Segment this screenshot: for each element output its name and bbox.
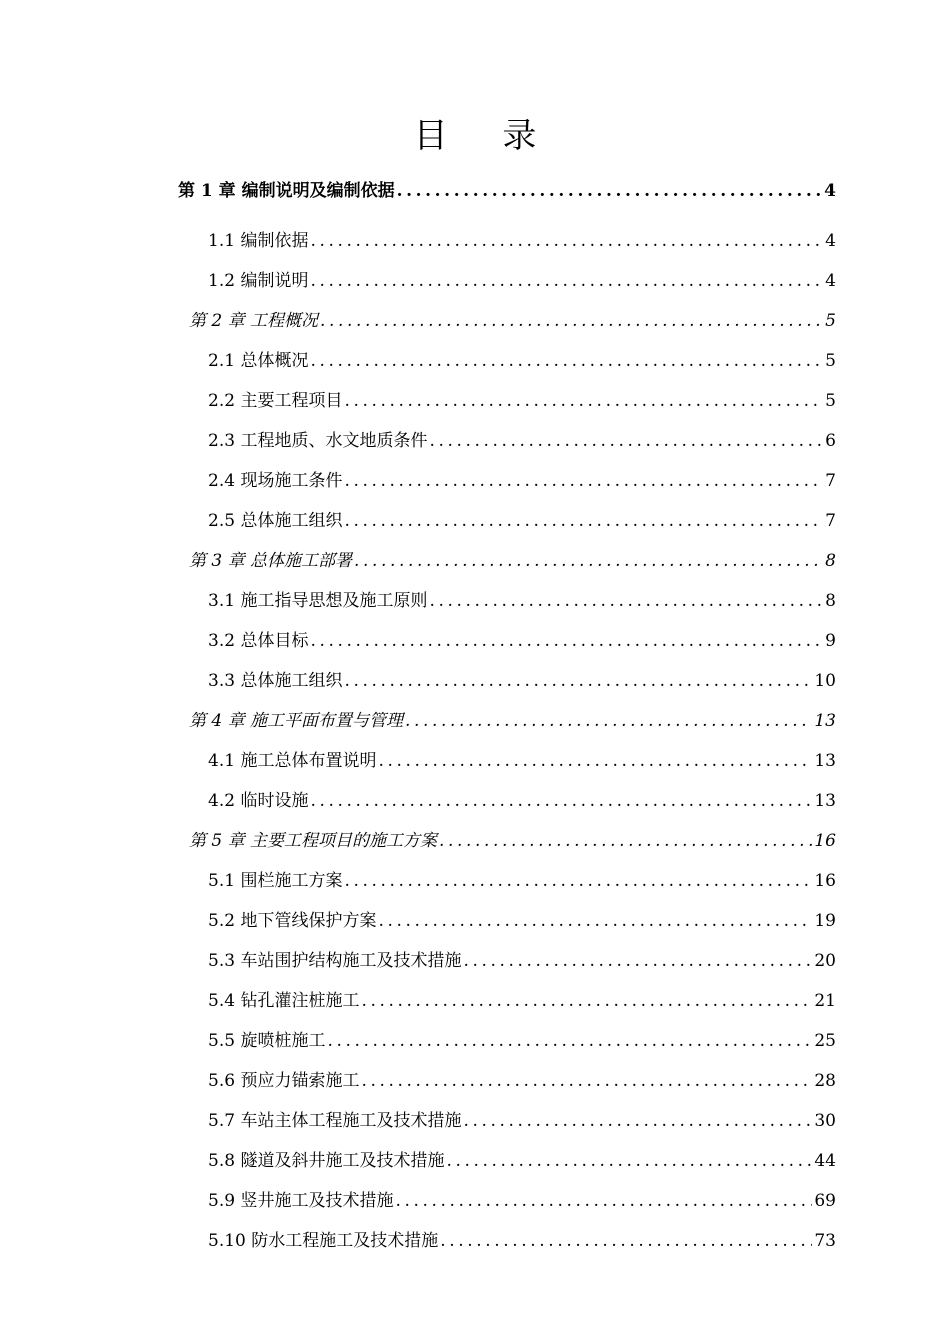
toc-entry-chapter-4[interactable]	[189, 706, 836, 730]
toc-entry-section[interactable]	[208, 466, 836, 490]
dot-leader	[378, 911, 812, 931]
toc-page-number: 16	[814, 871, 836, 891]
toc-entry-label: 3.3 总体施工组织	[208, 671, 343, 691]
toc-entry-label: 2.4 现场施工条件	[208, 471, 343, 491]
toc-page-number: 73	[814, 1231, 836, 1251]
toc-entry-label: 2.2 主要工程项目	[208, 391, 343, 411]
toc-page-number: 5	[825, 311, 836, 331]
toc-entry-section[interactable]	[208, 666, 836, 690]
toc-entry-section[interactable]	[208, 1186, 836, 1210]
toc-entry-section[interactable]	[208, 386, 836, 410]
dot-leader	[310, 271, 823, 291]
toc-page-number: 19	[814, 911, 836, 931]
dot-leader	[361, 1071, 812, 1091]
dot-leader	[310, 791, 812, 811]
toc-entry-label: 3.1 施工指导思想及施工原则	[208, 591, 428, 611]
toc-entry-label: 5.7 车站主体工程施工及技术措施	[208, 1111, 462, 1131]
toc-page-number: 8	[825, 551, 836, 571]
dot-leader	[310, 631, 823, 651]
dot-leader	[439, 831, 812, 851]
toc-entry-label: 2.5 总体施工组织	[208, 511, 343, 531]
dot-leader	[354, 551, 823, 571]
toc-entry-label: 1.2 编制说明	[208, 271, 309, 291]
toc-entry-chapter-3[interactable]	[189, 546, 836, 570]
toc-entry-label: 4.1 施工总体布置说明	[208, 751, 377, 771]
toc-page-number: 9	[825, 631, 836, 651]
toc-page-number: 28	[814, 1071, 836, 1091]
dot-leader	[344, 471, 823, 491]
toc-entry-section[interactable]	[208, 946, 836, 970]
toc-page-number: 13	[814, 791, 836, 811]
dot-leader	[446, 1151, 812, 1171]
toc-entry-label: 5.5 旋喷桩施工	[208, 1031, 326, 1051]
toc-page-number: 7	[825, 471, 836, 491]
toc-entry-section[interactable]	[208, 866, 836, 890]
toc-entry-section[interactable]	[208, 506, 836, 530]
toc-page-number: 13	[814, 751, 836, 771]
toc-entry-label: 第 2 章 工程概况	[189, 311, 319, 331]
toc-entry-section[interactable]	[208, 626, 836, 650]
toc-entry-section[interactable]	[208, 1146, 836, 1170]
dot-leader	[344, 511, 823, 531]
toc-entry-section[interactable]	[208, 986, 836, 1010]
toc-entry-section[interactable]	[208, 1026, 836, 1050]
toc-page-number: 30	[814, 1111, 836, 1131]
dot-leader	[320, 311, 823, 331]
toc-page-number: 5	[825, 391, 836, 411]
toc-entry-label: 第 1 章 编制说明及编制依据	[178, 181, 395, 201]
toc-page-number: 25	[814, 1031, 836, 1051]
toc-page-number: 10	[814, 671, 836, 691]
toc-entry-section[interactable]	[208, 586, 836, 610]
dot-leader	[463, 1111, 812, 1131]
toc-page-number: 7	[825, 511, 836, 531]
page-title: 目 录	[413, 116, 559, 156]
dot-leader	[361, 991, 812, 1011]
toc-entry-label: 5.4 钻孔灌注桩施工	[208, 991, 360, 1011]
toc-entry-section[interactable]	[208, 786, 836, 810]
dot-leader	[327, 1031, 812, 1051]
dot-leader	[429, 591, 823, 611]
toc-entry-section[interactable]	[208, 906, 836, 930]
toc-entry-chapter-5[interactable]	[189, 826, 836, 850]
toc-entry-section[interactable]	[208, 746, 836, 770]
dot-leader	[310, 231, 823, 251]
dot-leader	[463, 951, 812, 971]
dot-leader	[344, 671, 812, 691]
toc-page-number: 13	[814, 711, 836, 731]
toc-entry-section[interactable]	[208, 346, 836, 370]
toc-page-number: 4	[825, 271, 836, 291]
dot-leader	[344, 871, 812, 891]
toc-entry-label: 5.6 预应力锚索施工	[208, 1071, 360, 1091]
toc-page-number: 20	[814, 951, 836, 971]
toc-entry-label: 5.3 车站围护结构施工及技术措施	[208, 951, 462, 971]
toc-entry-label: 3.2 总体目标	[208, 631, 309, 651]
dot-leader	[310, 351, 823, 371]
toc-page-number: 4	[824, 181, 836, 201]
dot-leader	[395, 1191, 812, 1211]
toc-entry-section[interactable]	[208, 266, 836, 290]
toc-entry-section[interactable]	[208, 1226, 836, 1250]
toc-page-number: 4	[825, 231, 836, 251]
dot-leader	[405, 711, 812, 731]
toc-entry-chapter-1[interactable]	[178, 176, 836, 200]
toc-entry-label: 5.9 竖井施工及技术措施	[208, 1191, 394, 1211]
toc-page-number: 8	[825, 591, 836, 611]
toc-entry-label: 4.2 临时设施	[208, 791, 309, 811]
toc-entry-label: 5.1 围栏施工方案	[208, 871, 343, 891]
toc-page-number: 44	[814, 1151, 836, 1171]
toc-entry-label: 2.1 总体概况	[208, 351, 309, 371]
toc-entry-label: 5.10 防水工程施工及技术措施	[208, 1231, 439, 1251]
dot-leader	[397, 181, 823, 201]
toc-entry-label: 1.1 编制依据	[208, 231, 309, 251]
toc-entry-section[interactable]	[208, 1106, 836, 1130]
dot-leader	[429, 431, 823, 451]
dot-leader	[344, 391, 823, 411]
toc-page-number: 5	[825, 351, 836, 371]
toc-page-number: 6	[825, 431, 836, 451]
toc-page-number: 21	[814, 991, 836, 1011]
toc-entry-section[interactable]	[208, 426, 836, 450]
toc-entry-chapter-2[interactable]	[189, 306, 836, 330]
dot-leader	[440, 1231, 812, 1251]
toc-entry-section[interactable]	[208, 1066, 836, 1090]
toc-entry-label: 5.8 隧道及斜井施工及技术措施	[208, 1151, 445, 1171]
toc-entry-label: 第 4 章 施工平面布置与管理	[189, 711, 404, 731]
toc-page-number: 69	[814, 1191, 836, 1211]
toc-entry-label: 第 3 章 总体施工部署	[189, 551, 353, 571]
toc-entry-label: 5.2 地下管线保护方案	[208, 911, 377, 931]
toc-entry-section[interactable]	[208, 226, 836, 250]
toc-entry-label: 2.3 工程地质、水文地质条件	[208, 431, 428, 451]
dot-leader	[378, 751, 812, 771]
toc-entry-label: 第 5 章 主要工程项目的施工方案	[189, 831, 438, 851]
toc-page-number: 16	[814, 831, 836, 851]
